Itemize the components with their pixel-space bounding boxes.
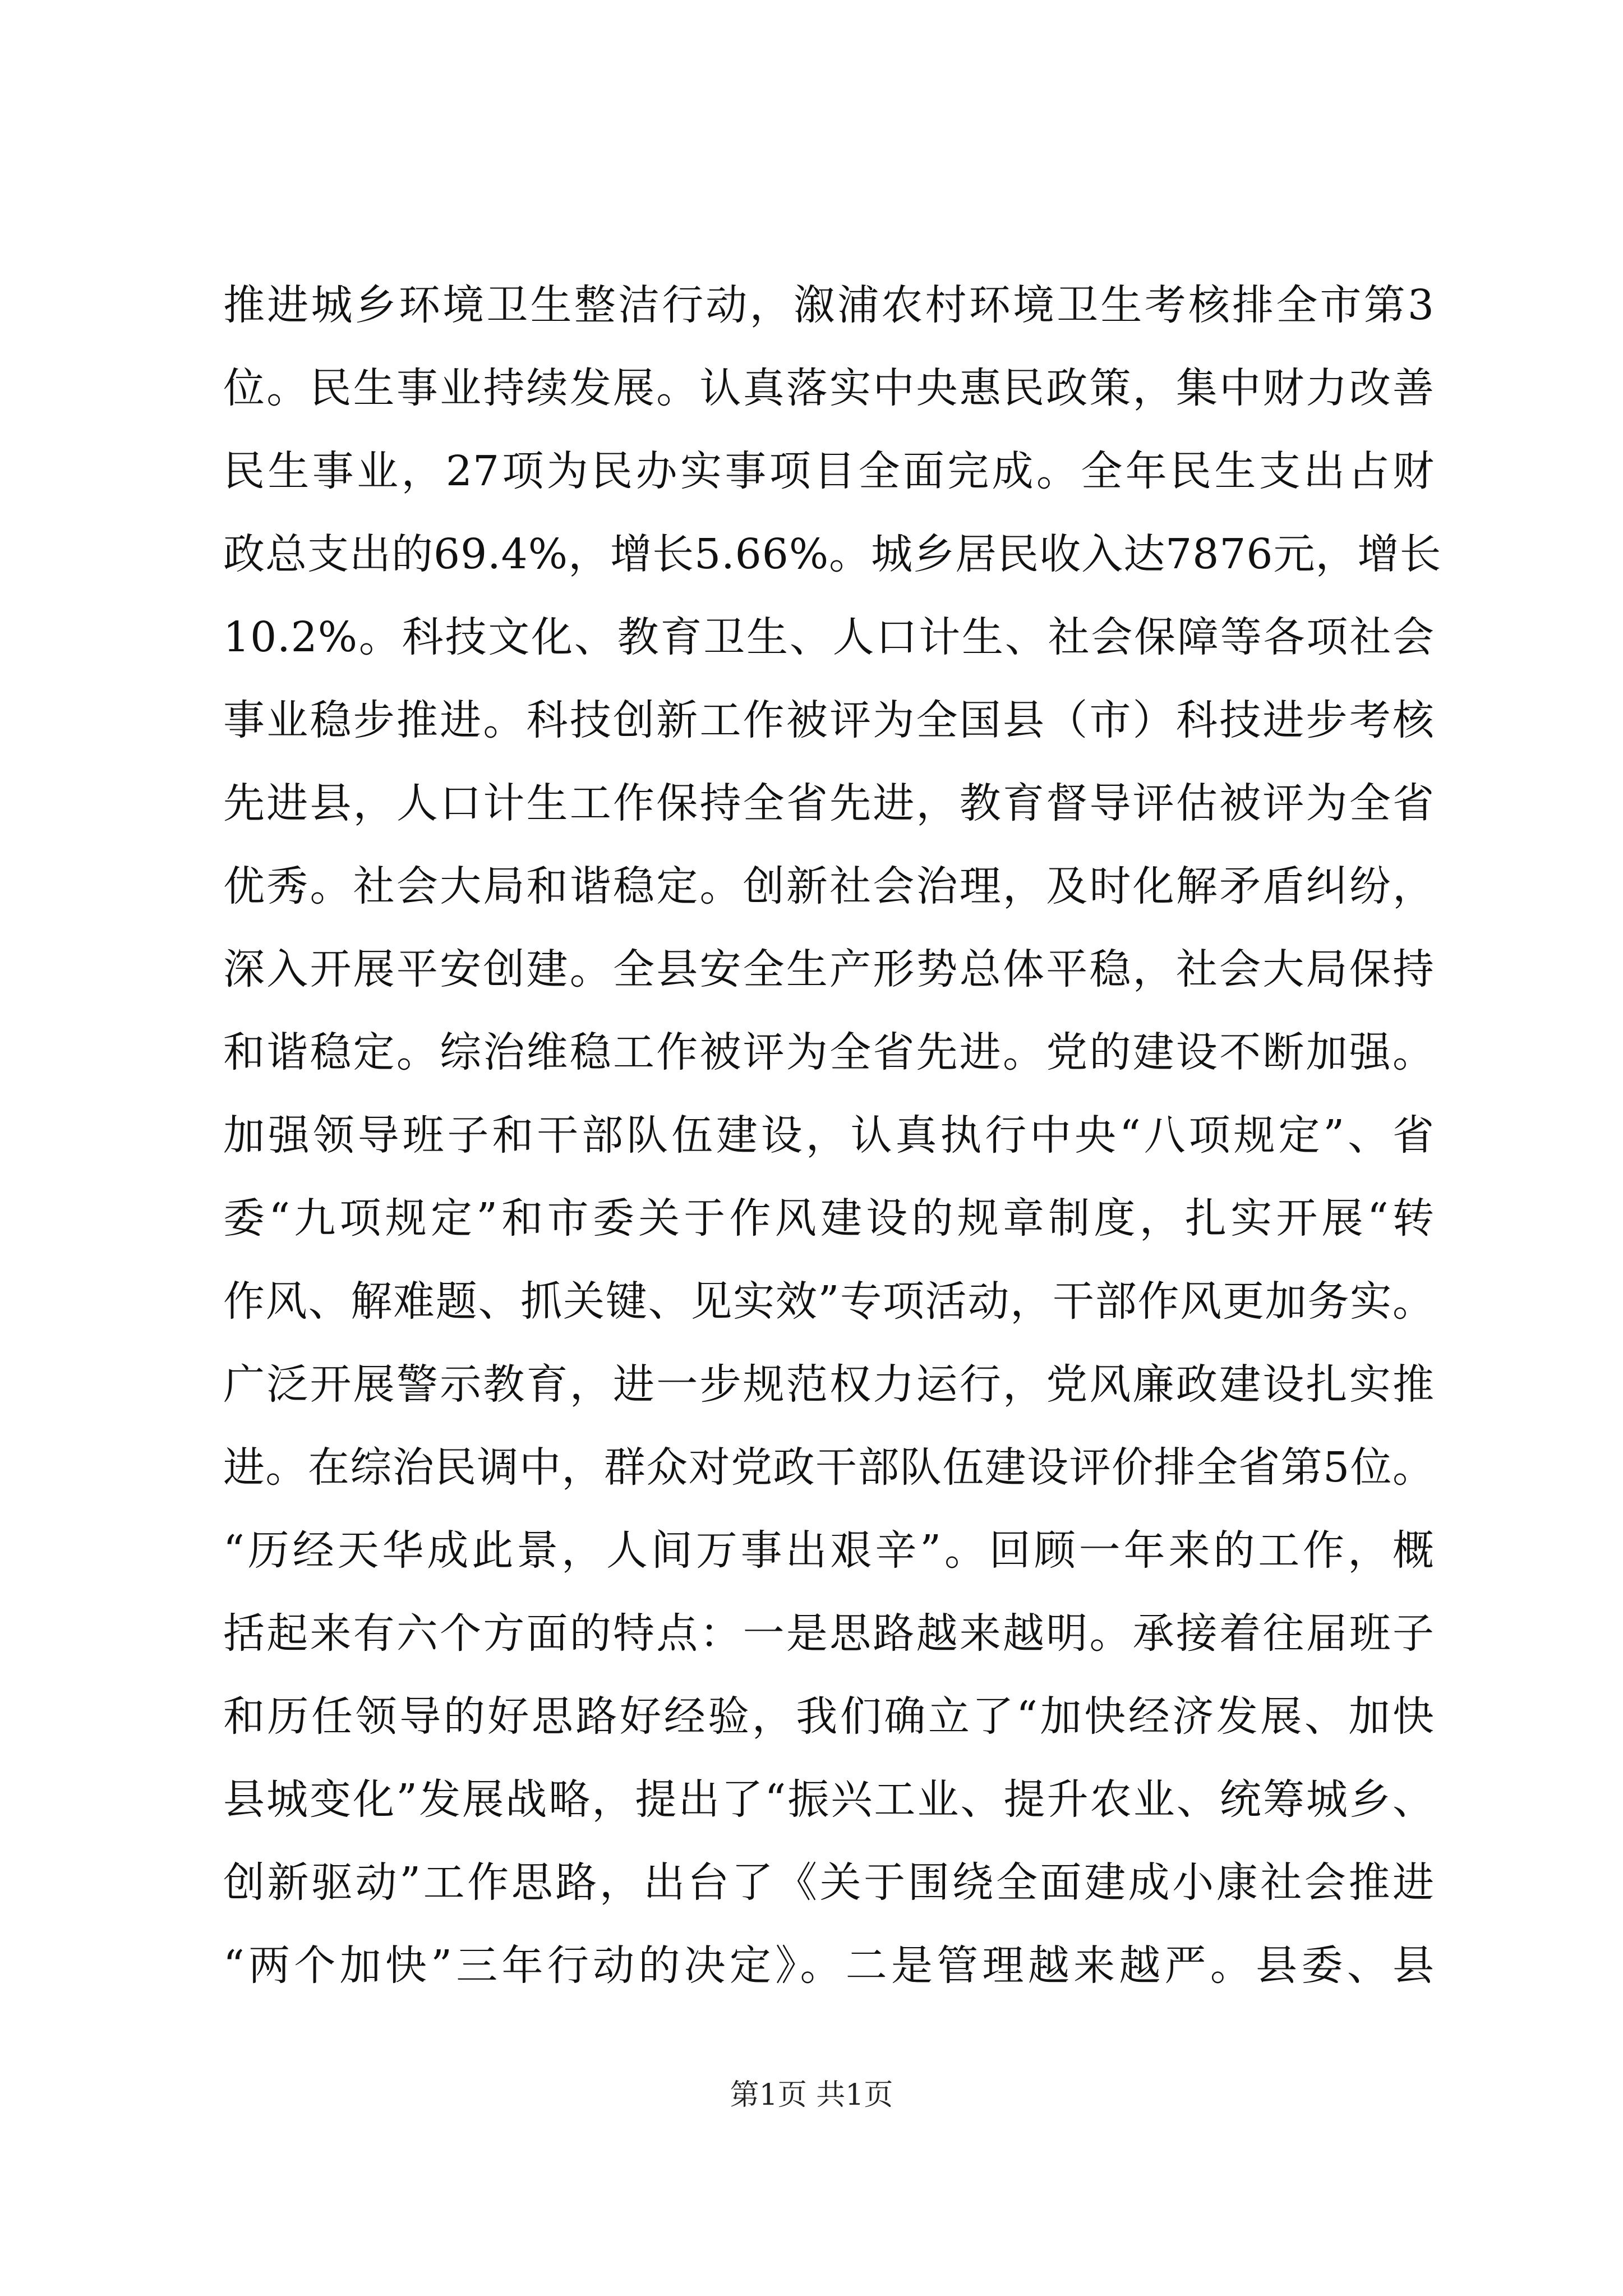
text-line: 委“九项规定”和市委关于作风建设的规章制度，扎实开展“转 [223,1194,1435,1243]
text-line: 和历任领导的好思路好经验，我们确立了“加快经济发展、加快 [223,1692,1435,1741]
text-line: 括起来有六个方面的特点：一是思路越来越明。承接着往届班子 [223,1609,1435,1658]
text-line: 优秀。社会大局和谐稳定。创新社会治理，及时化解矛盾纠纷， [223,862,1435,910]
text-line: 和谐稳定。综治维稳工作被评为全省先进。党的建设不断加强。 [223,1028,1435,1076]
text-line: 位。民生事业持续发展。认真落实中央惠民政策，集中财力改善 [223,364,1435,412]
page-number-label: 第1页 共1页 [730,2078,893,2112]
page-footer [0,2076,1623,2115]
text-line: 进。在综治民调中，群众对党政干部队伍建设评价排全省第5位。 [223,1443,1435,1492]
text-line: 先进县，人口计生工作保持全省先进，教育督导评估被评为全省 [223,779,1435,827]
body-text [223,264,1442,2007]
text-line: 政总支出的69.4%，增长5.66%。城乡居民收入达7876元，增长 [223,530,1442,578]
text-line: 作风、解难题、抓关键、见实效”专项活动，干部作风更加务实。 [223,1277,1435,1326]
text-line: “历经天华成此景，人间万事出艰辛”。回顾一年来的工作，概 [223,1526,1435,1575]
text-line: 县城变化”发展战略，提出了“振兴工业、提升农业、统筹城乡、 [223,1775,1435,1824]
text-line: 事业稳步推进。科技创新工作被评为全国县（市）科技进步考核 [223,696,1435,744]
text-line: 深入开展平安创建。全县安全生产形势总体平稳，社会大局保持 [223,945,1435,993]
text-line: “两个加快”三年行动的决定》。二是管理越来越严。县委、县 [223,1941,1435,1990]
text-line: 推进城乡环境卫生整洁行动，溆浦农村环境卫生考核排全市第3 [223,281,1435,329]
text-line: 10.2%。科技文化、教育卫生、人口计生、社会保障等各项社会 [223,613,1435,661]
text-line: 广泛开展警示教育，进一步规范权力运行，党风廉政建设扎实推 [223,1360,1435,1409]
text-line: 创新驱动”工作思路，出台了《关于围绕全面建成小康社会推进 [223,1858,1435,1907]
text-line: 加强领导班子和干部队伍建设，认真执行中央“八项规定”、省 [223,1111,1435,1159]
text-line: 民生事业，27项为民办实事项目全面完成。全年民生支出占财 [223,447,1435,495]
